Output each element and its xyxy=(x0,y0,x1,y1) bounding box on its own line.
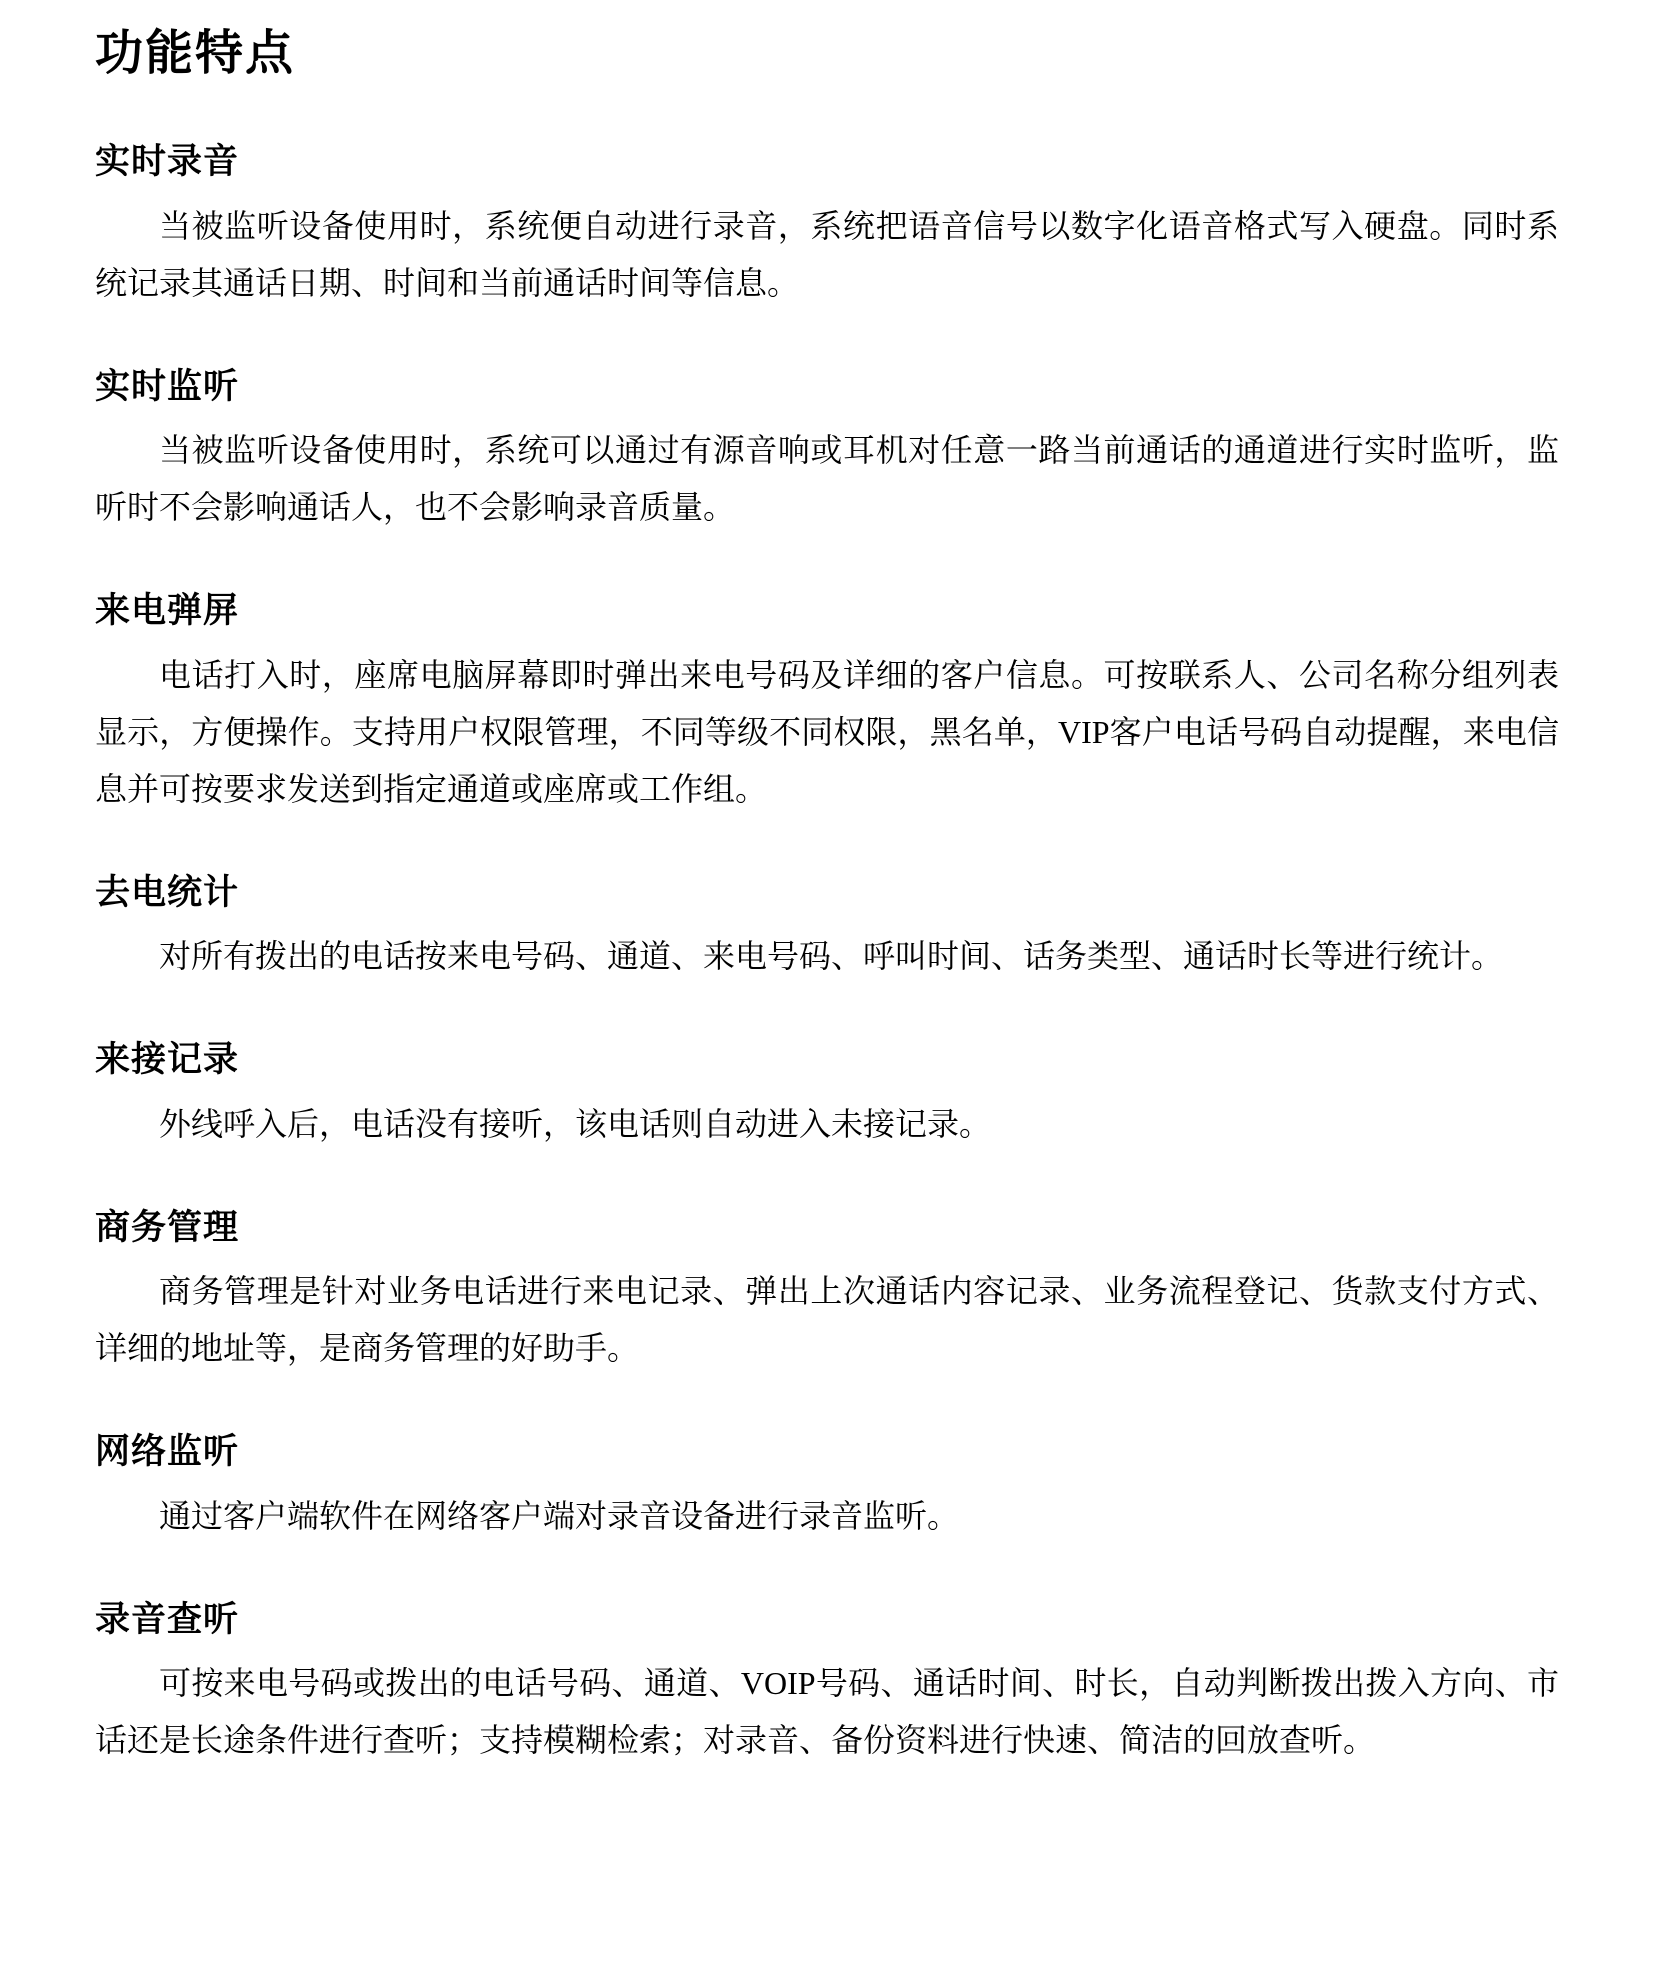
section-heading: 来电弹屏 xyxy=(95,591,240,631)
section-missed-call-records xyxy=(95,1041,1559,1153)
section-paragraph: 当被监听设备使用时，系统可以通过有源音响或耳机对任意一路当前通话的通道进行实时监听，监听时不会影响通话人，也不会影响录音质量。 xyxy=(95,432,1559,526)
section-realtime-recording xyxy=(95,143,1559,312)
section-paragraph: 外线呼入后，电话没有接听，该电话则自动进入未接记录。 xyxy=(159,1105,992,1142)
section-heading: 实时监听 xyxy=(95,366,240,406)
section-outgoing-call-statistics xyxy=(95,874,1559,986)
section-business-management xyxy=(95,1209,1559,1378)
section-realtime-monitoring xyxy=(95,368,1559,537)
section-heading: 商务管理 xyxy=(95,1207,240,1247)
section-heading: 去电统计 xyxy=(95,872,240,912)
section-paragraph: 电话打入时，座席电脑屏幕即时弹出来电号码及详细的客户信息。可按联系人、公司名称分组列表显示，方便操作。支持用户权限管理，不同等级不同权限，黑名单，VIP客户电话号码自动提醒，来电信息并可按要求发送到指定通道或座席或工作组。 xyxy=(95,656,1559,807)
section-heading: 实时录音 xyxy=(95,142,240,182)
page-title: 功能特点 xyxy=(95,27,296,80)
section-heading: 网络监听 xyxy=(95,1432,240,1472)
section-heading: 录音查听 xyxy=(95,1599,240,1639)
section-heading: 来接记录 xyxy=(95,1040,240,1080)
section-network-monitoring xyxy=(95,1433,1559,1545)
section-paragraph: 当被监听设备使用时，系统便自动进行录音，系统把语音信号以数字化语音格式写入硬盘。同时系统记录其通话日期、时间和当前通话时间等信息。 xyxy=(95,207,1559,301)
section-paragraph: 对所有拨出的电话按来电号码、通道、来电号码、呼叫时间、话务类型、通话时长等进行统计。 xyxy=(159,938,1504,975)
section-paragraph: 通过客户端软件在网络客户端对录音设备进行录音监听。 xyxy=(159,1497,960,1534)
section-paragraph: 商务管理是针对业务电话进行来电记录、弹出上次通话内容记录、业务流程登记、货款支付方式、详细的地址等，是商务管理的好助手。 xyxy=(95,1273,1559,1367)
section-recording-playback xyxy=(95,1601,1559,1770)
section-paragraph: 可按来电号码或拨出的电话号码、通道、VOIP号码、通话时间、时长，自动判断拨出拨入方向、市话还是长途条件进行查听；支持模糊检索；对录音、备份资料进行快速、简洁的回放查听。 xyxy=(95,1665,1559,1759)
section-incoming-call-popup xyxy=(95,592,1559,818)
